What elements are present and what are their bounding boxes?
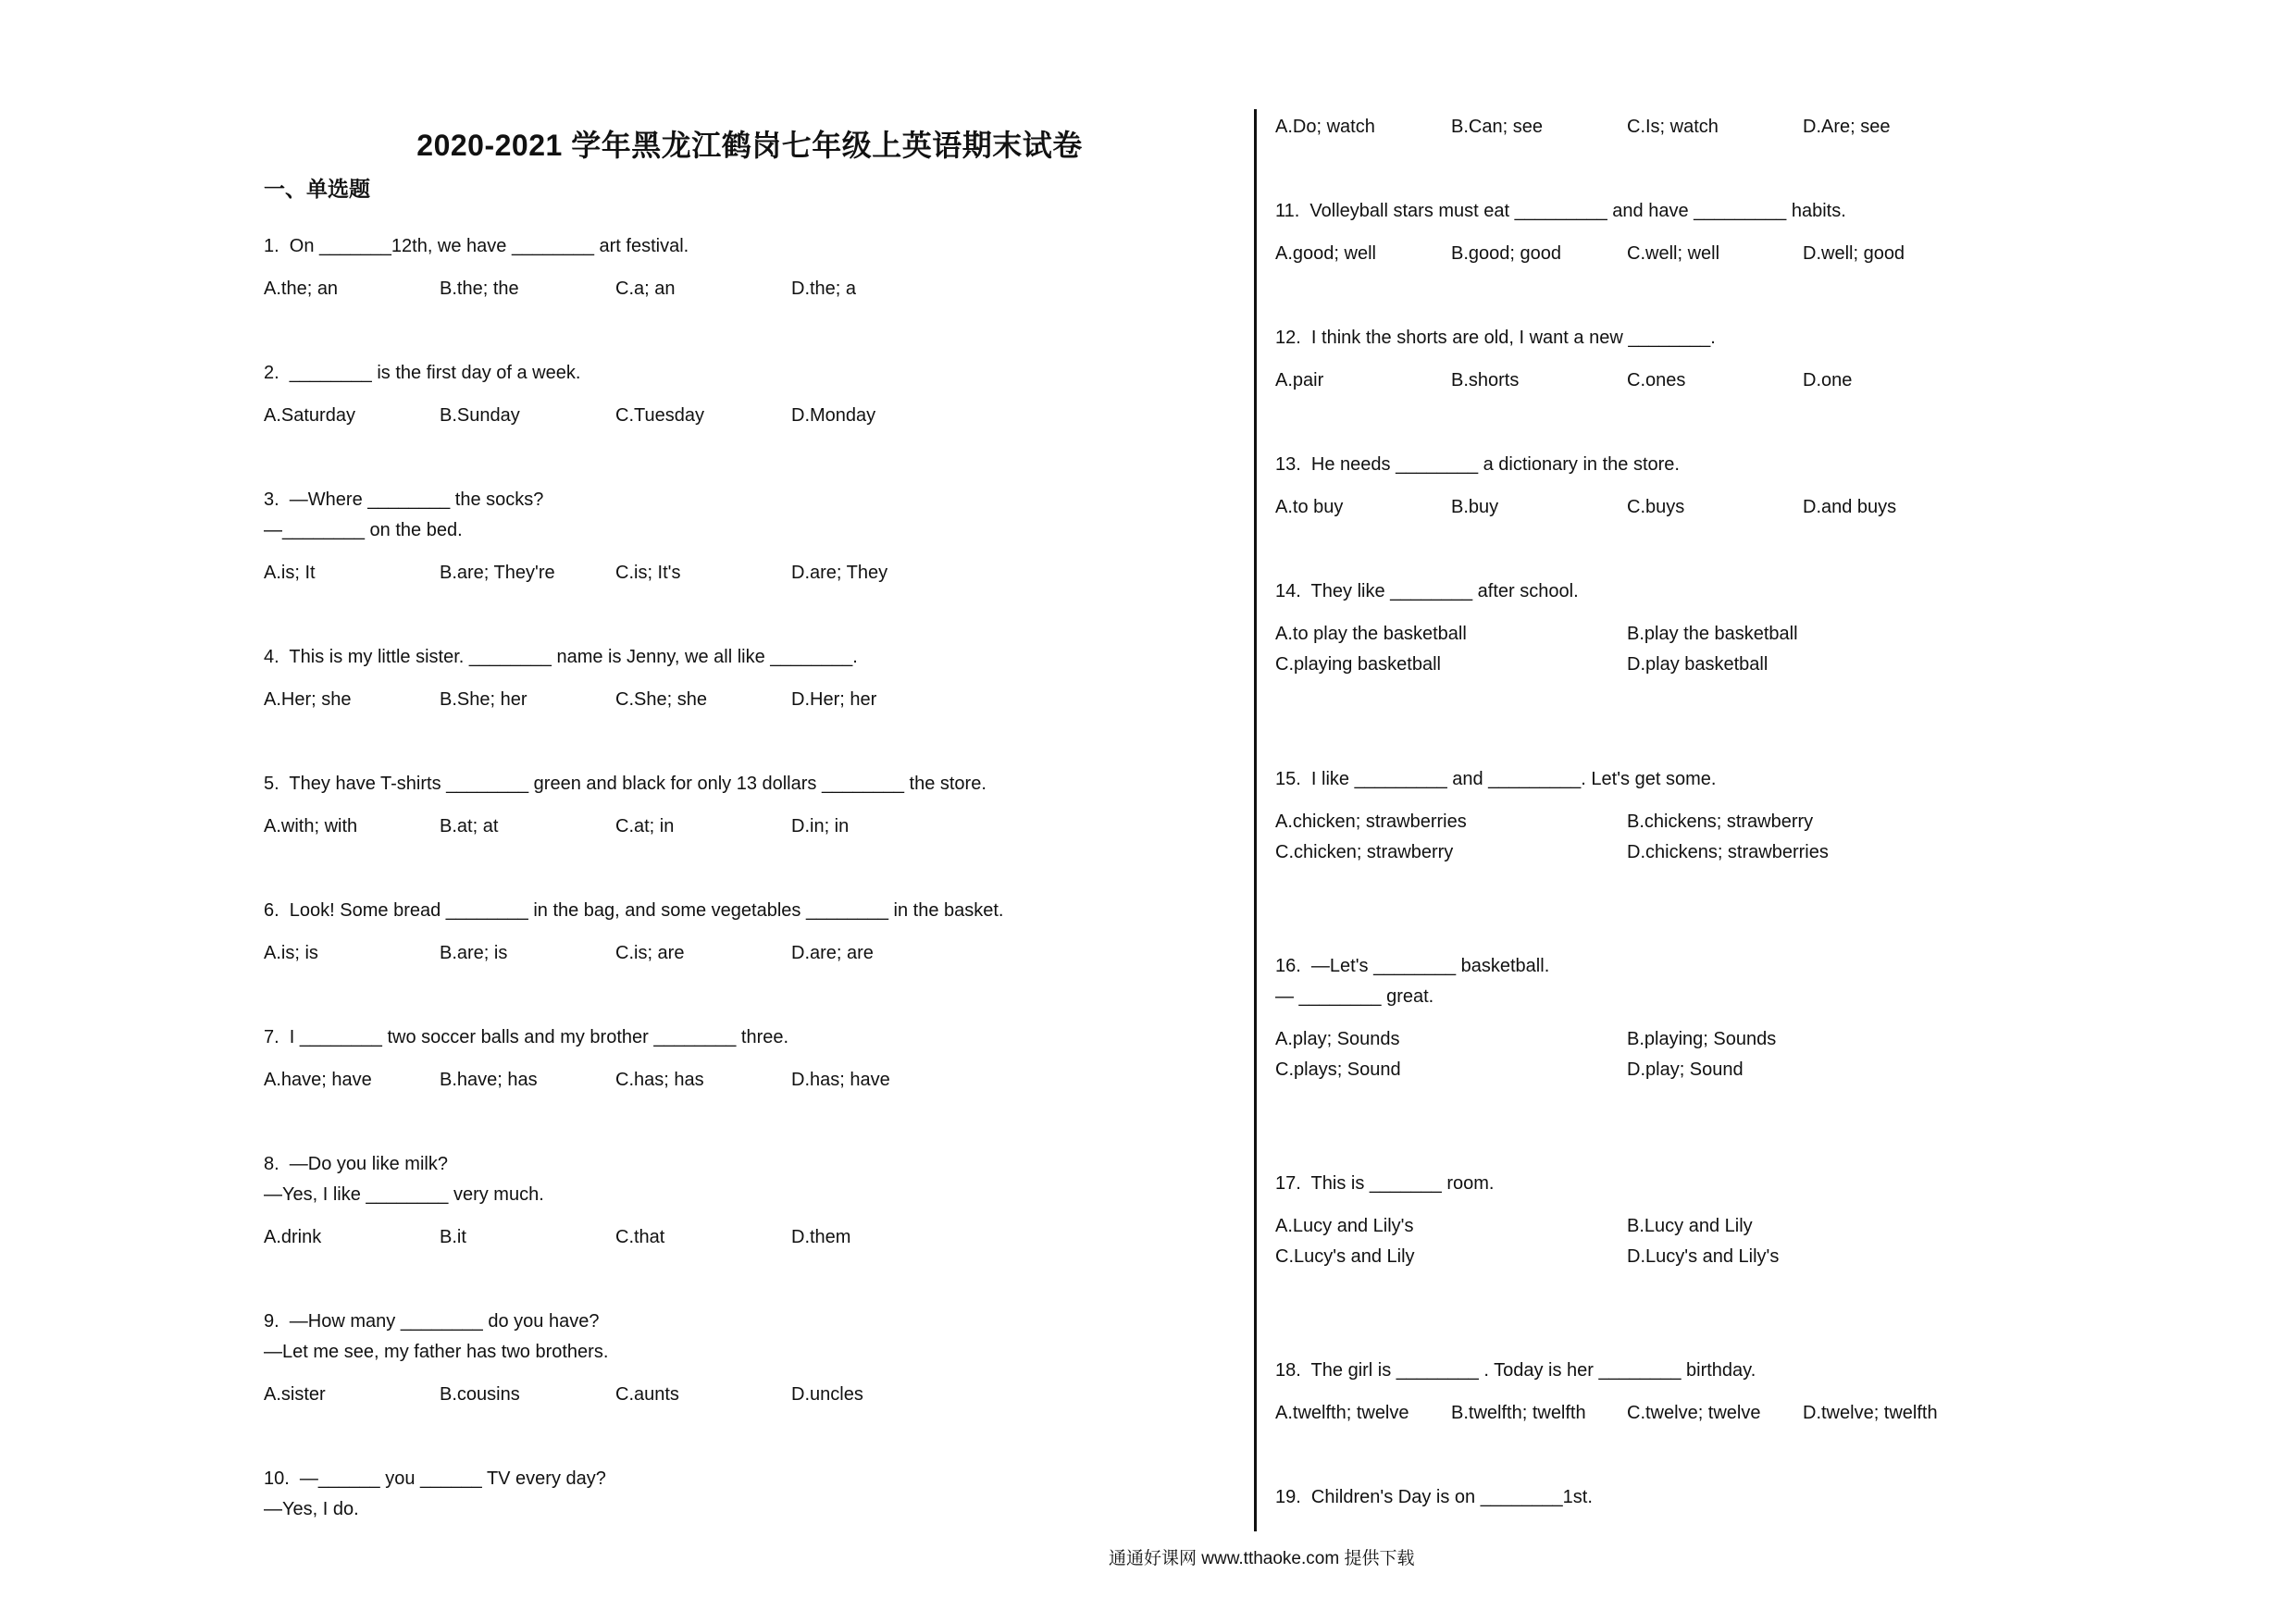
- question-11-option-d: D.well; good: [1803, 243, 1905, 264]
- question-16-option-a: A.play; Sounds: [1275, 1029, 1400, 1049]
- footer-source: 通通好课网 www.tthaoke.com 提供下载: [1109, 1549, 1415, 1568]
- question-7-option-b: B.have; has: [440, 1070, 538, 1090]
- question-5-option-b: B.at; at: [440, 816, 499, 836]
- question-7-option-c: C.has; has: [615, 1070, 704, 1090]
- question-18-option-d: D.twelve; twelfth: [1803, 1403, 1938, 1423]
- question-6-option-b: B.are; is: [440, 943, 508, 963]
- question-12-option-d: D.one: [1803, 370, 1853, 390]
- question-9-option-a: A.sister: [264, 1384, 326, 1405]
- question-16-option-b: B.playing; Sounds: [1627, 1029, 1777, 1049]
- question-6-option-c: C.is; are: [615, 943, 685, 963]
- question-15-option-d: D.chickens; strawberries: [1627, 842, 1829, 862]
- question-5-text: 5. They have T-shirts ________ green and black for only 13 dollars ________ the store.: [264, 774, 987, 794]
- question-5-option-a: A.with; with: [264, 816, 358, 836]
- question-8-option-d: D.them: [791, 1227, 851, 1247]
- question-7-text: 7. I ________ two soccer balls and my brother ________ three.: [264, 1027, 789, 1047]
- question-4-option-c: C.She; she: [615, 689, 707, 710]
- question-17-option-b: B.Lucy and Lily: [1627, 1216, 1753, 1236]
- column-divider: [1254, 109, 1257, 1531]
- question-1-option-c: C.a; an: [615, 279, 676, 299]
- question-3-option-d: D.are; They: [791, 563, 888, 583]
- question-8-option-b: B.it: [440, 1227, 466, 1247]
- question-17-option-c: C.Lucy's and Lily: [1275, 1246, 1415, 1267]
- question-13-option-b: B.buy: [1451, 497, 1499, 517]
- question-16-option-c: C.plays; Sound: [1275, 1059, 1401, 1080]
- exam-title: 2020-2021 学年黑龙江鹤岗七年级上英语期末试卷: [416, 129, 1083, 162]
- question-14-option-c: C.playing basketball: [1275, 654, 1441, 675]
- question-3-text: 3. —Where ________ the socks?: [264, 489, 544, 510]
- question-19-text: 19. Children's Day is on ________1st.: [1275, 1487, 1593, 1507]
- question-10-option-c: C.Is; watch: [1627, 117, 1719, 137]
- question-15-option-a: A.chicken; strawberries: [1275, 812, 1467, 832]
- question-18-option-b: B.twelfth; twelfth: [1451, 1403, 1586, 1423]
- question-4-option-a: A.Her; she: [264, 689, 352, 710]
- question-13-option-d: D.and buys: [1803, 497, 1897, 517]
- question-16-text-line-2: — ________ great.: [1275, 986, 1434, 1007]
- question-2-text: 2. ________ is the first day of a week.: [264, 363, 581, 383]
- question-13-option-c: C.buys: [1627, 497, 1685, 517]
- question-16-option-d: D.play; Sound: [1627, 1059, 1744, 1080]
- question-10-option-d: D.Are; see: [1803, 117, 1891, 137]
- question-12-option-c: C.ones: [1627, 370, 1686, 390]
- question-5-option-d: D.in; in: [791, 816, 850, 836]
- question-15-option-c: C.chicken; strawberry: [1275, 842, 1454, 862]
- question-11-text: 11. Volleyball stars must eat _________ and have _________ habits.: [1275, 201, 1846, 221]
- question-10-option-b: B.Can; see: [1451, 117, 1543, 137]
- question-15-option-b: B.chickens; strawberry: [1627, 812, 1814, 832]
- question-8-option-c: C.that: [615, 1227, 665, 1247]
- question-10-text-line-2: —Yes, I do.: [264, 1499, 359, 1519]
- question-12-option-b: B.shorts: [1451, 370, 1520, 390]
- question-1-text: 1. On _______12th, we have ________ art festival.: [264, 236, 689, 256]
- question-13-option-a: A.to buy: [1275, 497, 1344, 517]
- question-6-text: 6. Look! Some bread ________ in the bag, and some vegetables ________ in the basket.: [264, 900, 1004, 921]
- question-4-option-d: D.Her; her: [791, 689, 877, 710]
- question-6-option-a: A.is; is: [264, 943, 318, 963]
- question-15-text: 15. I like _________ and _________. Let's get some.: [1275, 769, 1717, 789]
- question-8-option-a: A.drink: [264, 1227, 322, 1247]
- question-14-option-b: B.play the basketball: [1627, 624, 1798, 644]
- question-8-text: 8. —Do you like milk?: [264, 1154, 448, 1174]
- question-14-text: 14. They like ________ after school.: [1275, 581, 1579, 601]
- question-12-text: 12. I think the shorts are old, I want a new ________.: [1275, 328, 1716, 348]
- question-3-text-line-2: —________ on the bed.: [264, 520, 463, 540]
- question-9-text-line-2: —Let me see, my father has two brothers.: [264, 1342, 609, 1362]
- question-8-text-line-2: —Yes, I like ________ very much.: [264, 1184, 544, 1205]
- question-3-option-b: B.are; They're: [440, 563, 555, 583]
- question-11-option-c: C.well; well: [1627, 243, 1720, 264]
- question-2-option-a: A.Saturday: [264, 405, 355, 426]
- question-18-option-c: C.twelve; twelve: [1627, 1403, 1761, 1423]
- question-7-option-a: A.have; have: [264, 1070, 372, 1090]
- question-1-option-a: A.the; an: [264, 279, 339, 299]
- question-14-option-d: D.play basketball: [1627, 654, 1769, 675]
- question-2-option-b: B.Sunday: [440, 405, 520, 426]
- question-18-text: 18. The girl is ________ . Today is her ________ birthday.: [1275, 1360, 1756, 1381]
- question-14-option-a: A.to play the basketball: [1275, 624, 1467, 644]
- question-3-option-c: C.is; It's: [615, 563, 681, 583]
- question-1-option-b: B.the; the: [440, 279, 519, 299]
- question-4-option-b: B.She; her: [440, 689, 527, 710]
- question-16-text: 16. —Let's ________ basketball.: [1275, 956, 1550, 976]
- question-18-option-a: A.twelfth; twelve: [1275, 1403, 1409, 1423]
- section-heading: 一、单选题: [264, 177, 370, 201]
- question-17-option-a: A.Lucy and Lily's: [1275, 1216, 1414, 1236]
- question-1-option-d: D.the; a: [791, 279, 857, 299]
- question-6-option-d: D.are; are: [791, 943, 874, 963]
- question-2-option-c: C.Tuesday: [615, 405, 704, 426]
- question-5-option-c: C.at; in: [615, 816, 675, 836]
- question-9-option-c: C.aunts: [615, 1384, 679, 1405]
- question-12-option-a: A.pair: [1275, 370, 1324, 390]
- question-10-text: 10. —______ you ______ TV every day?: [264, 1468, 606, 1489]
- question-9-text: 9. —How many ________ do you have?: [264, 1311, 600, 1332]
- question-13-text: 13. He needs ________ a dictionary in the store.: [1275, 454, 1680, 475]
- question-17-text: 17. This is _______ room.: [1275, 1173, 1495, 1194]
- question-17-option-d: D.Lucy's and Lily's: [1627, 1246, 1780, 1267]
- question-11-option-a: A.good; well: [1275, 243, 1376, 264]
- question-9-option-b: B.cousins: [440, 1384, 520, 1405]
- question-7-option-d: D.has; have: [791, 1070, 890, 1090]
- question-3-option-a: A.is; It: [264, 563, 316, 583]
- question-2-option-d: D.Monday: [791, 405, 876, 426]
- question-4-text: 4. This is my little sister. ________ name is Jenny, we all like ________.: [264, 647, 858, 667]
- question-11-option-b: B.good; good: [1451, 243, 1561, 264]
- question-9-option-d: D.uncles: [791, 1384, 863, 1405]
- question-10-option-a: A.Do; watch: [1275, 117, 1375, 137]
